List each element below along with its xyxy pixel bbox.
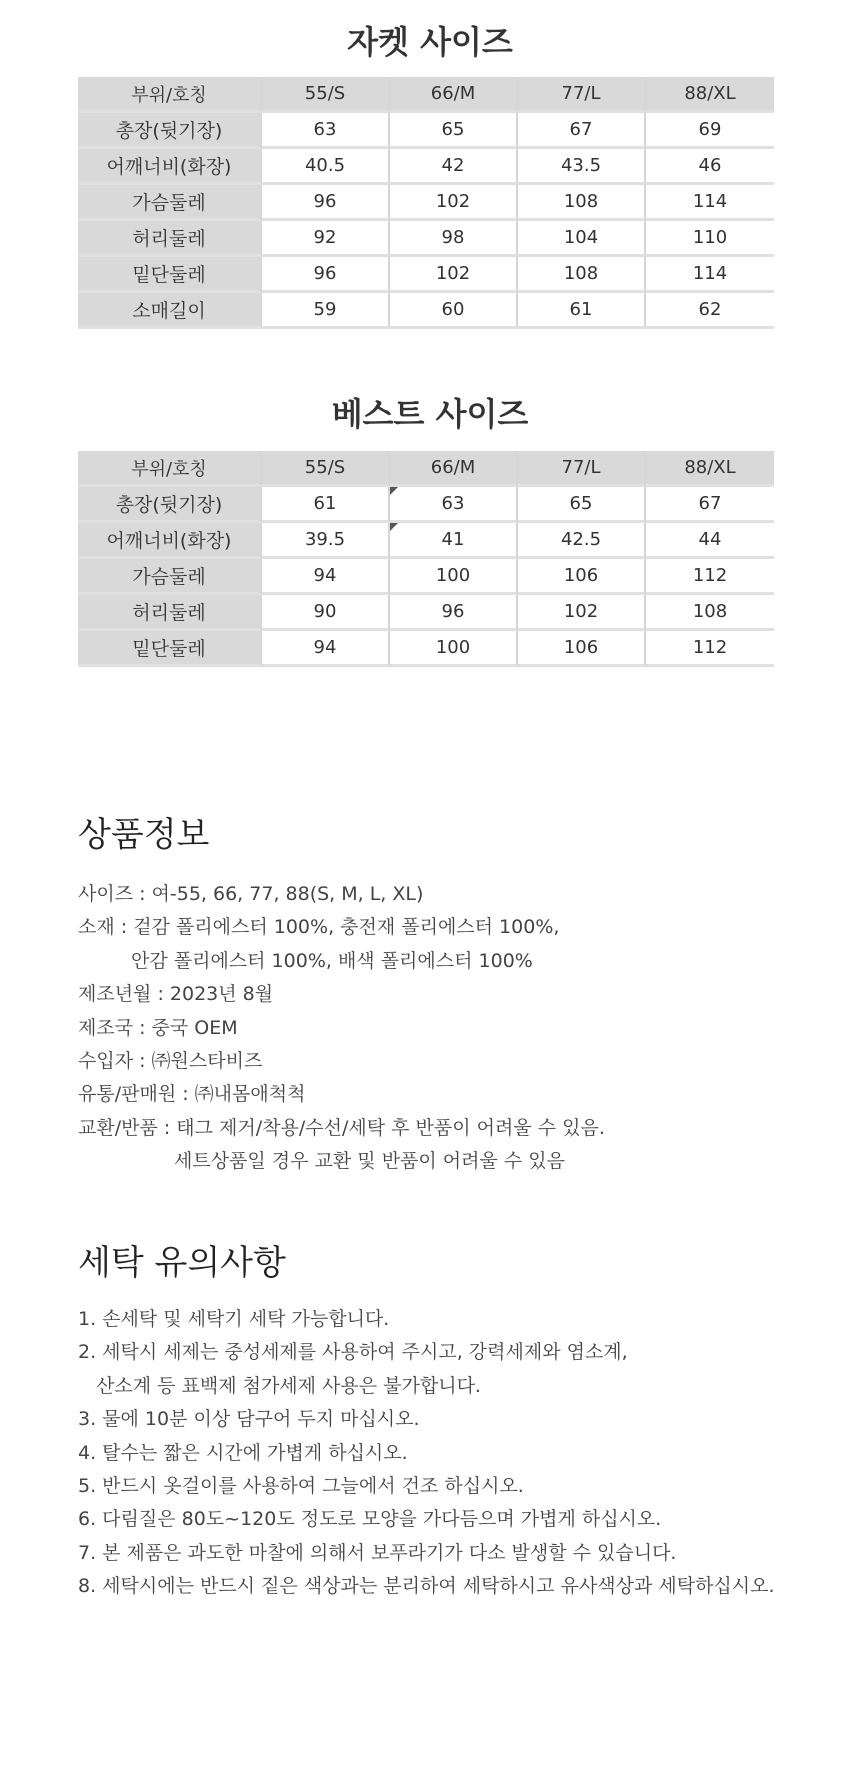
list-item: 세트상품일 경우 교환 및 반품이 어려울 수 있음 bbox=[174, 1150, 566, 1173]
table-row bbox=[78, 559, 774, 595]
table-cell: 40.5 bbox=[262, 149, 390, 185]
header-cell: 88/XL bbox=[646, 77, 774, 113]
row-label: 어깨너비(화장) bbox=[78, 523, 262, 559]
list-item: 안감 폴리에스터 100%, 배색 폴리에스터 100% bbox=[131, 949, 533, 972]
table-cell: 65 bbox=[390, 113, 518, 149]
list-item: 3. 물에 10분 이상 담구어 두지 마십시오. bbox=[78, 1408, 420, 1431]
list-item: 수입자 : ㈜원스타비즈 bbox=[78, 1049, 263, 1072]
table-cell: 44 bbox=[646, 523, 774, 559]
header-cell: 66/M bbox=[390, 77, 518, 113]
jacket-size-table bbox=[78, 77, 774, 329]
vest-size-table bbox=[78, 451, 774, 667]
table-cell: 112 bbox=[646, 559, 774, 595]
table-cell: 100 bbox=[390, 631, 518, 667]
table-cell: 106 bbox=[518, 559, 646, 595]
table-cell: 60 bbox=[390, 293, 518, 329]
table-row bbox=[78, 149, 774, 185]
list-item: 5. 반드시 옷걸이를 사용하여 그늘에서 건조 하십시오. bbox=[78, 1474, 524, 1497]
table-cell: 102 bbox=[390, 257, 518, 293]
table-cell: 67 bbox=[518, 113, 646, 149]
table-header-row bbox=[78, 451, 774, 487]
row-label: 총장(뒷기장) bbox=[78, 487, 262, 523]
list-item: 제조국 : 중국 OEM bbox=[78, 1016, 238, 1039]
table-cell: 96 bbox=[262, 185, 390, 221]
row-label: 어깨너비(화장) bbox=[78, 149, 262, 185]
list-item: 사이즈 : 여-55, 66, 77, 88(S, M, L, XL) bbox=[78, 883, 424, 905]
table-cell: 43.5 bbox=[518, 149, 646, 185]
list-item: 소재 : 겉감 폴리에스터 100%, 충전재 폴리에스터 100%, bbox=[78, 916, 560, 939]
table-cell: 108 bbox=[518, 185, 646, 221]
list-item: 유통/판매원 : ㈜내몸애척척 bbox=[78, 1083, 306, 1106]
table-cell: 114 bbox=[646, 185, 774, 221]
list-item: 4. 탈수는 짧은 시간에 가볍게 하십시오. bbox=[78, 1441, 408, 1464]
table-cell: 112 bbox=[646, 631, 774, 667]
table-cell: 42 bbox=[390, 149, 518, 185]
product-info-list bbox=[78, 878, 798, 1179]
table-cell: 62 bbox=[646, 293, 774, 329]
jacket-size-title: 자켓 사이즈 bbox=[347, 23, 513, 61]
table-row bbox=[78, 595, 774, 631]
list-item: 7. 본 제품은 과도한 마찰에 의해서 보푸라기가 다소 발생할 수 있습니다. bbox=[78, 1541, 677, 1564]
table-cell: 61 bbox=[518, 293, 646, 329]
table-cell: 102 bbox=[390, 185, 518, 221]
row-label: 허리둘레 bbox=[78, 221, 262, 257]
table-cell: 63 bbox=[262, 113, 390, 149]
header-cell: 88/XL bbox=[646, 451, 774, 487]
row-label: 가슴둘레 bbox=[78, 559, 262, 595]
row-label: 밑단둘레 bbox=[78, 257, 262, 293]
header-cell: 부위/호칭 bbox=[78, 77, 262, 113]
table-cell: 94 bbox=[262, 631, 390, 667]
header-cell: 77/L bbox=[518, 451, 646, 487]
list-item: 제조년월 : 2023년 8월 bbox=[78, 983, 274, 1006]
list-item: 산소계 등 표백제 첨가세제 사용은 불가합니다. bbox=[96, 1374, 481, 1397]
table-cell: 92 bbox=[262, 221, 390, 257]
row-label: 밑단둘레 bbox=[78, 631, 262, 667]
table-cell: 114 bbox=[646, 257, 774, 293]
table-row bbox=[78, 221, 774, 257]
header-cell: 55/S bbox=[262, 77, 390, 113]
table-cell: 67 bbox=[646, 487, 774, 523]
table-cell: 59 bbox=[262, 293, 390, 329]
list-item: 교환/반품 : 태그 제거/착용/수선/세탁 후 반품이 어려울 수 있음. bbox=[78, 1116, 605, 1139]
header-cell: 55/S bbox=[262, 451, 390, 487]
laundry-heading: 세탁 유의사항 bbox=[78, 1243, 286, 1283]
table-row bbox=[78, 293, 774, 329]
laundry-list bbox=[78, 1303, 798, 1604]
table-row bbox=[78, 185, 774, 221]
table-cell: 42.5 bbox=[518, 523, 646, 559]
table-cell: 104 bbox=[518, 221, 646, 257]
table-row bbox=[78, 487, 774, 523]
table-cell: 108 bbox=[518, 257, 646, 293]
table-cell: 61 bbox=[262, 487, 390, 523]
table-cell: 69 bbox=[646, 113, 774, 149]
table-cell: 110 bbox=[646, 221, 774, 257]
list-item: 8. 세탁시에는 반드시 짙은 색상과는 분리하여 세탁하시고 유사색상과 세탁하십시오. bbox=[78, 1575, 775, 1598]
table-cell: 65 bbox=[518, 487, 646, 523]
table-cell: 96 bbox=[262, 257, 390, 293]
table-row bbox=[78, 631, 774, 667]
vest-size-title: 베스트 사이즈 bbox=[331, 395, 529, 433]
list-item: 1. 손세탁 및 세탁기 세탁 가능합니다. bbox=[78, 1308, 390, 1330]
table-row bbox=[78, 257, 774, 293]
table-cell: 63 bbox=[390, 487, 518, 523]
row-label: 소매길이 bbox=[78, 293, 262, 329]
table-cell: 106 bbox=[518, 631, 646, 667]
table-cell: 96 bbox=[390, 595, 518, 631]
table-cell: 39.5 bbox=[262, 523, 390, 559]
table-cell: 98 bbox=[390, 221, 518, 257]
table-cell: 90 bbox=[262, 595, 390, 631]
header-cell: 66/M bbox=[390, 451, 518, 487]
product-info-heading: 상품정보 bbox=[78, 815, 210, 855]
table-cell: 100 bbox=[390, 559, 518, 595]
row-label: 가슴둘레 bbox=[78, 185, 262, 221]
list-item: 2. 세탁시 세제는 중성세제를 사용하여 주시고, 강력세제와 염소계, bbox=[78, 1341, 628, 1364]
table-cell: 94 bbox=[262, 559, 390, 595]
row-label: 총장(뒷기장) bbox=[78, 113, 262, 149]
table-cell: 108 bbox=[646, 595, 774, 631]
table-cell: 46 bbox=[646, 149, 774, 185]
header-cell: 77/L bbox=[518, 77, 646, 113]
table-cell: 41 bbox=[390, 523, 518, 559]
row-label: 허리둘레 bbox=[78, 595, 262, 631]
table-row bbox=[78, 523, 774, 559]
list-item: 6. 다림질은 80도~120도 정도로 모양을 가다듬으며 가볍게 하십시오. bbox=[78, 1508, 662, 1531]
header-cell: 부위/호칭 bbox=[78, 451, 262, 487]
table-cell: 102 bbox=[518, 595, 646, 631]
table-header-row bbox=[78, 77, 774, 113]
table-row bbox=[78, 113, 774, 149]
